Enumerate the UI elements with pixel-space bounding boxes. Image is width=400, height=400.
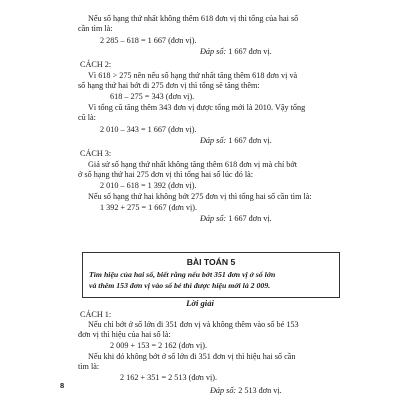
text-line: Nếu chỉ bớt ở số lớn đi 351 đơn vị và không thêm vào số bé 153 <box>88 320 299 329</box>
text-line: Nếu số hạng thứ nhất không thêm 618 đơn vị thì tổng của hai số <box>88 14 299 23</box>
answer-label: Đáp số: <box>210 386 237 395</box>
method-heading: CÁCH 2: <box>80 60 112 69</box>
text-line: số hạng thứ hai bớt đi 275 đơn vị thì tổng sẽ tăng thêm: <box>78 81 260 90</box>
answer-label: Đáp số: <box>200 136 227 145</box>
equation: 2 285 – 618 = 1 667 (đơn vị). <box>100 36 197 45</box>
text-line: cũ là: <box>78 113 96 122</box>
solution-heading: Lời giải <box>186 298 214 308</box>
answer-value: 1 667 đơn vị. <box>228 214 272 223</box>
text-line: đơn vị thì hiệu của hai số là: <box>78 330 171 339</box>
method-heading: CÁCH 1: <box>80 310 112 319</box>
text-line: Nếu số hạng thứ hai không bớt 275 đơn vị thì tổng hai số cần tìm là: <box>88 192 312 201</box>
answer-line <box>200 136 400 146</box>
problem-box <box>82 252 340 298</box>
text-line: Vì tổng cũ tăng thêm 343 đơn vị được tổng mới là 2010. Vậy tổng <box>88 103 306 112</box>
answer-label: Đáp số: <box>200 47 227 56</box>
answer-label: Đáp số: <box>200 214 227 223</box>
equation: 2 009 + 153 = 2 162 (đơn vị). <box>110 341 208 350</box>
equation: 1 392 + 275 = 1 667 (đơn vị). <box>100 203 198 212</box>
answer-line <box>200 214 400 224</box>
answer-value: 1 667 đơn vị. <box>228 136 272 145</box>
equation: 2 010 – 618 = 1 392 (đơn vị). <box>100 181 197 190</box>
method-heading: CÁCH 3: <box>80 149 112 158</box>
answer-value: 2 513 đơn vị. <box>238 386 282 395</box>
text-line: ở số hạng thứ hai 275 đơn vị thì tổng hai số lúc đó là: <box>78 170 254 179</box>
page-number: 8 <box>60 381 65 390</box>
answer-line <box>210 386 400 396</box>
text-line: Nếu khi đó không bớt ở số lớn đi 351 đơn vị thì hiệu hai số cần <box>88 352 296 361</box>
text-line: cần tìm là: <box>78 24 113 33</box>
answer-line <box>200 47 400 57</box>
text-line: Vì 618 > 275 nên nếu số hạng thứ nhất tăng thêm 618 đơn vị và <box>88 71 298 80</box>
text-line: Giả sử số hạng thứ nhất không tăng thêm 618 đơn vị mà chỉ bớt <box>88 160 298 169</box>
problem-text-line: và thêm 153 đơn vị vào số bé thì được hiệu mới là 2 009. <box>89 281 271 290</box>
equation: 2 010 – 343 = 1 667 (đơn vị). <box>100 125 197 134</box>
problem-text-line: Tìm hiệu của hai số, biết rằng nếu bớt 351 đơn vị ở số lớn <box>89 270 276 279</box>
equation: 2 162 + 351 = 2 513 (đơn vị). <box>120 373 218 382</box>
problem-title: BÀI TOÁN 5 <box>186 257 236 267</box>
equation: 618 – 275 = 343 (đơn vị). <box>110 92 195 101</box>
answer-value: 1 667 đơn vị. <box>228 47 272 56</box>
text-line: tìm là: <box>78 362 100 371</box>
